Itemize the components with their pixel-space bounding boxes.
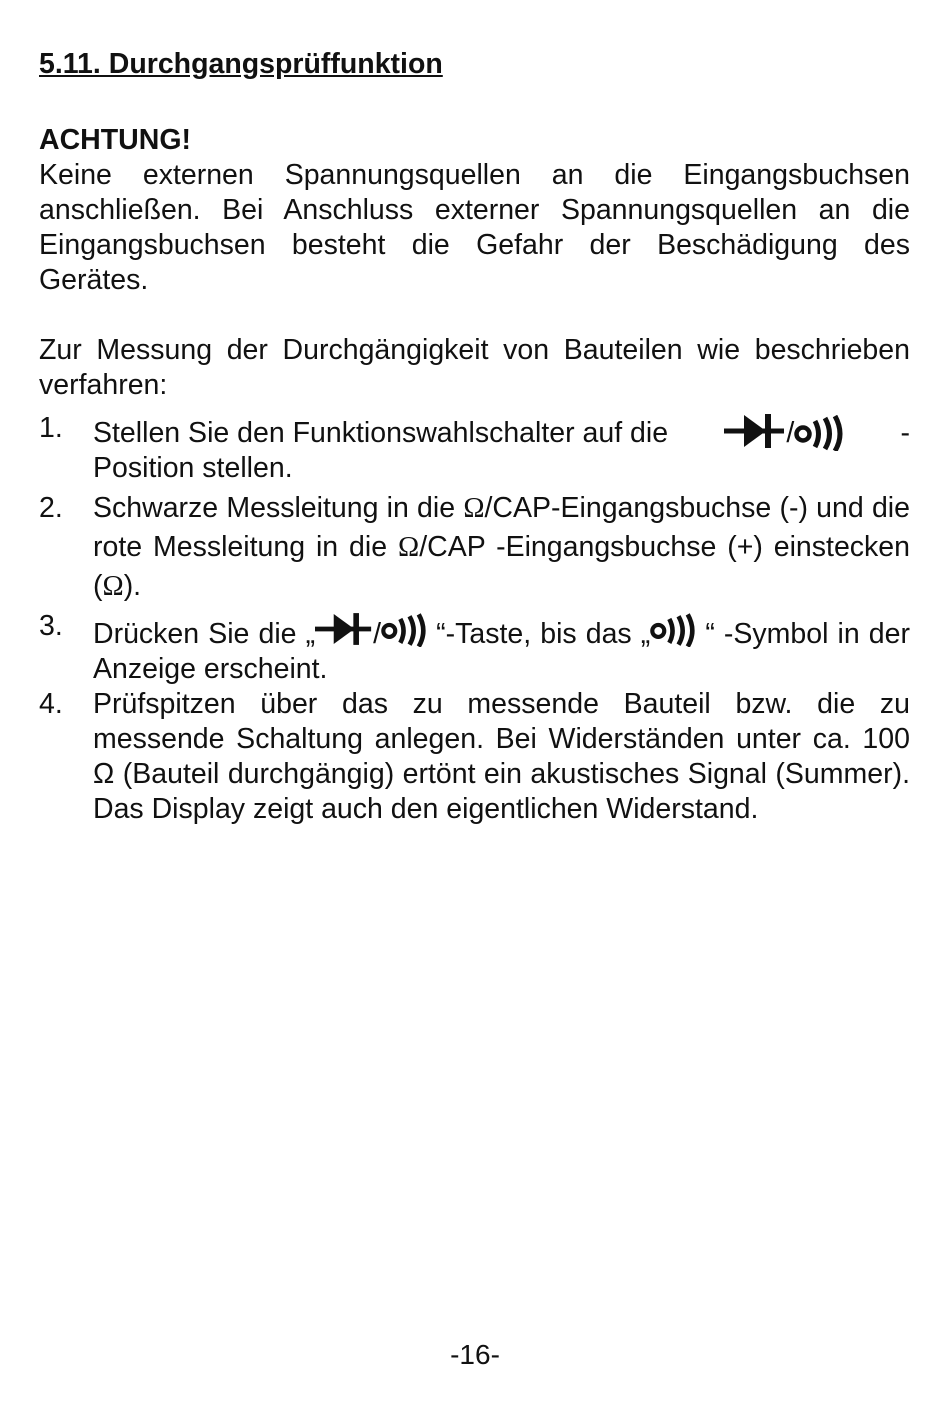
continuity-sound-icon xyxy=(650,613,696,647)
step-1-text: Stellen Sie den Funktionswahlschalter auf die xyxy=(93,417,669,449)
continuity-sound-icon xyxy=(794,415,844,451)
symbol-separator: / xyxy=(373,618,382,650)
step-1 xyxy=(39,411,910,486)
step-3-text-2: “-Taste, bis das „ xyxy=(436,618,651,650)
omega-symbol: Ω xyxy=(463,493,485,524)
warning-heading: ACHTUNG! xyxy=(39,124,191,156)
step-2-text-2: /CAP-Eingangsbuchse (-) und die rote Messleitung in die xyxy=(93,492,910,563)
diode-icon xyxy=(315,609,373,649)
step-number: 4. xyxy=(39,688,63,720)
step-2-text-1: Schwarze Messleitung in die xyxy=(93,492,464,524)
step-number: 3. xyxy=(39,610,63,642)
step-4 xyxy=(39,687,910,827)
omega-symbol: Ω xyxy=(102,571,124,602)
steps-list xyxy=(39,411,910,827)
step-3-text-1: Drücken Sie die „ xyxy=(93,618,316,650)
diode-continuity-symbol xyxy=(724,411,844,451)
step-3-text-3: “ -Symbol in der Anzeige erscheint. xyxy=(93,618,911,685)
manual-page xyxy=(39,44,910,827)
symbol-separator: / xyxy=(786,417,795,449)
section-title: 5.11. Durchgangsprüffunktion xyxy=(39,48,443,80)
diode-icon xyxy=(724,411,786,451)
step-1-dash: - xyxy=(900,417,910,449)
intro-text: Zur Messung der Durchgängigkeit von Bauteilen wie beschrieben verfahren: xyxy=(39,334,910,401)
page-number: -16- xyxy=(450,1339,500,1370)
omega-symbol: Ω xyxy=(398,532,420,563)
step-4-text: Prüfspitzen über das zu messende Bauteil bzw. die zu messende Schaltung anlegen. Bei Widerständen unter ca. 100 Ω (Bauteil durchgängig) ertönt ein akustisches Signal (Summer). Das Display zeigt auch den eigentlichen Widerstand. xyxy=(93,688,910,825)
step-2-text-3: /CAP -Eingangsbuchse (+) einstecken ( xyxy=(93,531,910,602)
step-3 xyxy=(39,609,910,687)
continuity-sound-icon xyxy=(381,613,427,647)
step-2-text-4: ). xyxy=(123,570,142,602)
step-2 xyxy=(39,489,910,606)
step-number: 2. xyxy=(39,492,63,524)
warning-text: Keine externen Spannungsquellen an die Eingangsbuchsen anschließen. Bei Anschluss externer Spannungsquellen an die Eingangsbuchsen besteht die Gefahr der Beschädigung des Gerätes. xyxy=(39,159,910,296)
step-number: 1. xyxy=(39,412,63,444)
step-1-text-line2: Position stellen. xyxy=(93,452,293,484)
